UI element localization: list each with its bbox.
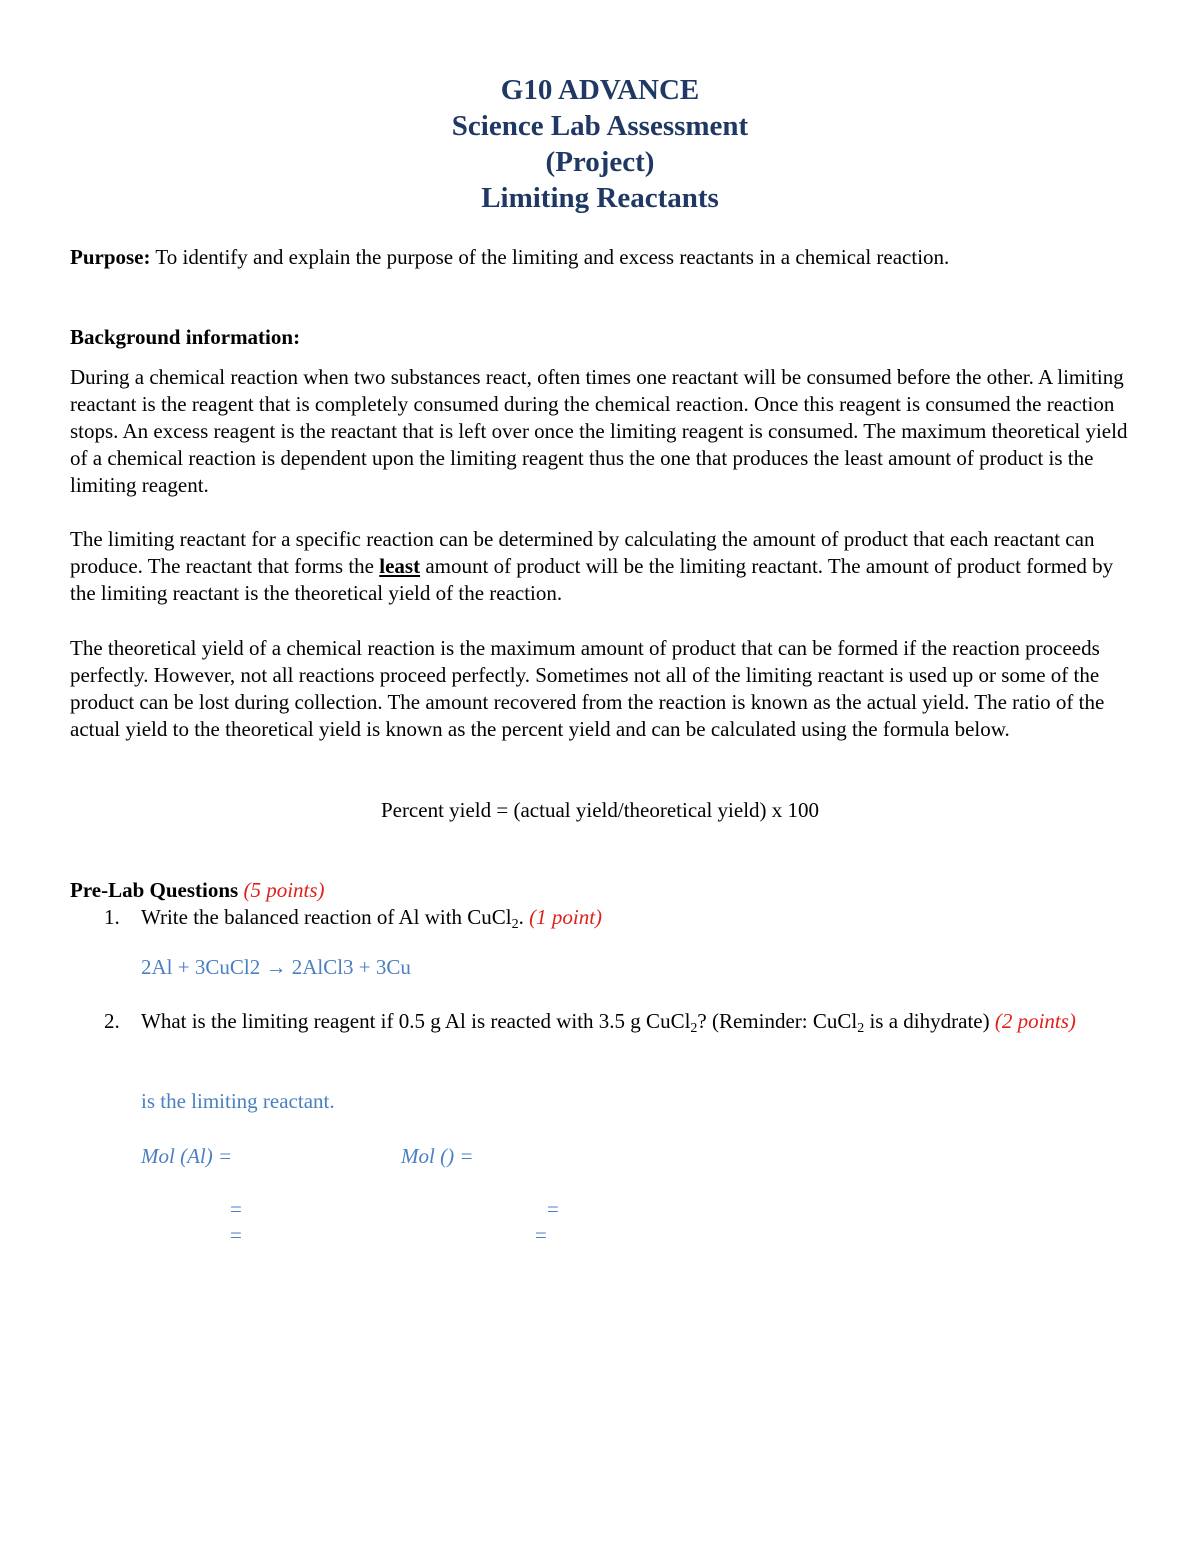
equals-sign: = [230, 1197, 242, 1221]
background-paragraph-3: The theoretical yield of a chemical reaction is the maximum amount of product that can be formed if the reaction proceeds perfectly. However, not all reactions proceed perfectly. Sometimes not all of the limiting reactant is used up or some of the product can be lost during collection. The amount recovered from the reaction is known as the actual yield. The ratio of the actual yield to the theoretical yield is known as the percent yield and can be calculated using the formula below. [70, 636, 1105, 741]
q2-text-c: is a dihydrate) [864, 1009, 995, 1033]
background-paragraph-2 [70, 526, 1135, 607]
background-paragraph-1: During a chemical reaction when two substances react, often times one reactant will be consumed before the other. A limiting reactant is the reagent that is completely consumed during the chemical reaction. Once this reagent is consumed the reaction stops. An excess reagent is the reactant that is left over once the limiting reagent is consumed. The maximum theoretical yield of a chemical reaction is dependent upon the limiting reagent thus the one that produces the least amount of product is the limiting reagent. [70, 365, 1128, 497]
purpose [70, 244, 1135, 271]
title-line-3: (Project) [545, 146, 655, 178]
question-2-text [141, 1008, 1131, 1035]
prelab-title: Pre-Lab Questions [70, 878, 239, 902]
mol-al-label[interactable]: Mol (Al) = [141, 1144, 233, 1168]
percent-yield-formula: Percent yield = (actual yield/theoretical yield) x 100 [380, 798, 820, 822]
q2-text-a: What is the limiting reagent if 0.5 g Al is reacted with 3.5 g CuCl [141, 1009, 691, 1033]
para2-text-b: amount of product will be the limiting reactant. The amount of product formed by the limiting reactant is the theoretical yield of the reaction. [70, 554, 1114, 605]
question-1-answer[interactable]: 2Al + 3CuCl2 → 2AlCl3 + 3Cu [141, 955, 411, 979]
title-line-2: Science Lab Assessment [451, 110, 749, 142]
mol-other-label[interactable]: Mol () = [401, 1144, 474, 1168]
title-line-1: G10 ADVANCE [500, 74, 700, 106]
equals-sign: = [547, 1197, 559, 1221]
background-heading: Background information: [70, 325, 301, 349]
title-block [0, 72, 1200, 216]
q2-subscript-2: 2 [857, 1021, 865, 1036]
q1-subscript: 2 [511, 917, 519, 932]
purpose-text: To identify and explain the purpose of the limiting and excess reactants in a chemical reaction. [150, 245, 950, 269]
prelab-points: (5 points) [243, 878, 325, 902]
q1-text-b: . [518, 905, 530, 929]
emphasis-least: least [379, 554, 421, 578]
question-1-text [141, 904, 1131, 931]
q1-text-a: Write the balanced reaction of Al with CuCl [141, 905, 512, 929]
equals-sign: = [230, 1223, 242, 1247]
question-2-number: 2. [104, 1009, 120, 1033]
question-1-number: 1. [104, 905, 120, 929]
q2-subscript-1: 2 [690, 1021, 698, 1036]
q2-text-b: ? (Reminder: CuCl [697, 1009, 858, 1033]
question-1-points: (1 point) [529, 905, 603, 929]
question-2-points: (2 points) [994, 1009, 1076, 1033]
purpose-label: Purpose: [70, 245, 151, 269]
title-line-4: Limiting Reactants [481, 182, 719, 214]
question-2-answer[interactable]: is the limiting reactant. [141, 1089, 335, 1113]
para2-text-a: The limiting reactant for a specific reaction can be determined by calculating the amount of product that each reactant can produce. The reactant that forms the [70, 527, 1095, 578]
prelab-heading [70, 877, 1135, 904]
equals-sign: = [535, 1223, 547, 1247]
